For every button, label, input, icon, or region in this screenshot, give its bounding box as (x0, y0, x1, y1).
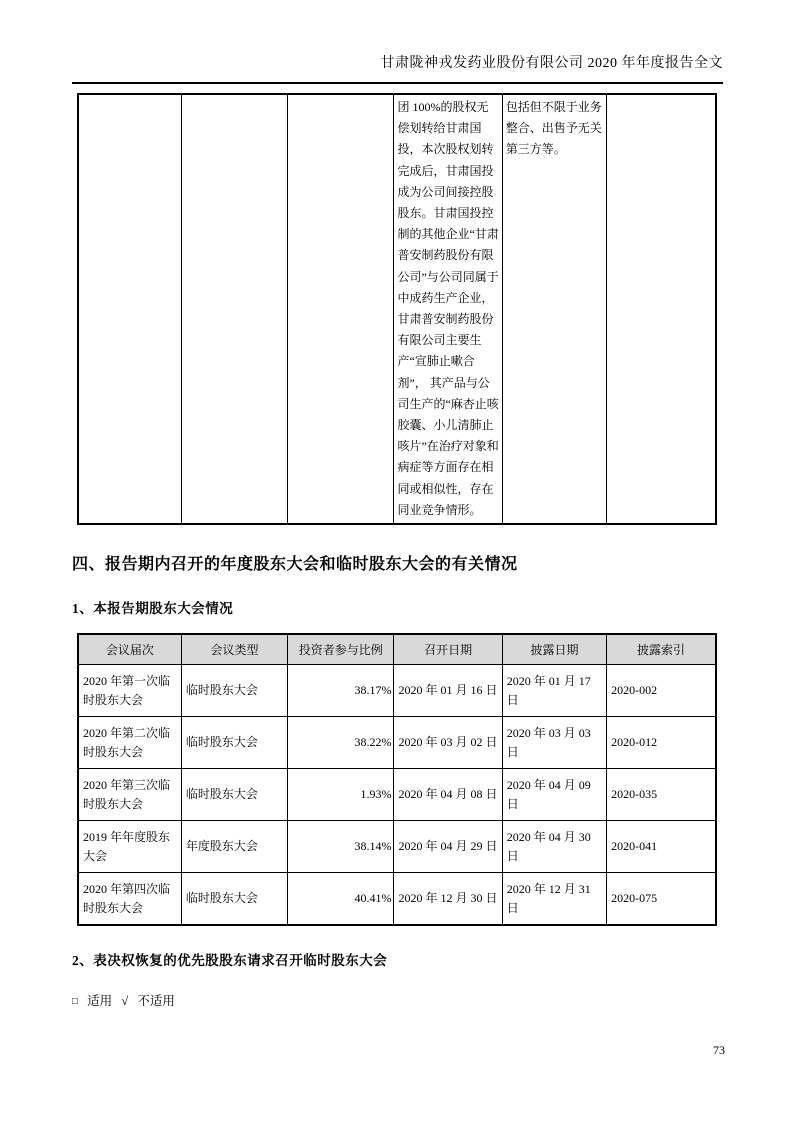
cell-session: 2020 年第三次临时股东大会 (78, 769, 181, 821)
cont-cell-3 (288, 94, 394, 524)
cell-disclosure-date: 2020 年 04 月 30 日 (502, 821, 606, 873)
checkbox-empty-icon: □ (72, 996, 79, 1008)
cell-disclosure-date: 2020 年 12 月 31 日 (502, 873, 606, 926)
table-row (78, 665, 716, 717)
table-row (78, 769, 716, 821)
col-header-ratio: 投资者参与比例 (288, 634, 394, 665)
cell-index: 2020-002 (607, 665, 716, 717)
cell-held-date: 2020 年 04 月 08 日 (394, 769, 502, 821)
cell-disclosure-date: 2020 年 04 月 09 日 (502, 769, 606, 821)
cell-held-date: 2020 年 03 月 02 日 (394, 717, 502, 769)
cell-held-date: 2020 年 04 月 29 日 (394, 821, 502, 873)
cell-held-date: 2020 年 12 月 30 日 (394, 873, 502, 926)
col-header-disclosure-date: 披露日期 (502, 634, 606, 665)
cont-cell-2 (181, 94, 287, 524)
cont-cell-resolution-measures: 包括但不限于业务整合、出售予无关第三方等。 (502, 94, 606, 524)
cell-index: 2020-012 (607, 717, 716, 769)
cell-type: 临时股东大会 (181, 769, 287, 821)
col-header-type: 会议类型 (181, 634, 287, 665)
col-header-held-date: 召开日期 (394, 634, 502, 665)
applicable-label: 适用 (87, 994, 113, 1009)
shareholder-meetings-table (77, 633, 717, 926)
checkmark-icon: √ (121, 994, 129, 1009)
cell-type: 临时股东大会 (181, 665, 287, 717)
section-4-heading: 四、报告期内召开的年度股东大会和临时股东大会的有关情况 (72, 556, 518, 574)
cell-ratio: 1.93% (288, 769, 394, 821)
cell-index: 2020-041 (607, 821, 716, 873)
cell-ratio: 38.22% (288, 717, 394, 769)
table-row (78, 717, 716, 769)
not-applicable-label: 不适用 (137, 994, 175, 1009)
cell-ratio: 38.14% (288, 821, 394, 873)
cell-session: 2020 年第四次临时股东大会 (78, 873, 181, 926)
table-row (78, 821, 716, 873)
cell-index: 2020-035 (607, 769, 716, 821)
competition-continuation-table (77, 93, 717, 525)
cell-disclosure-date: 2020 年 01 月 17 日 (502, 665, 606, 717)
header-title: 甘肃陇神戎发药业股份有限公司 2020 年年度报告全文 (380, 56, 723, 71)
col-header-session: 会议届次 (78, 634, 181, 665)
cont-cell-competition-detail: 团 100%的股权无偿划转给甘肃国投，本次股权划转完成后，甘肃国投成为公司间接控股股东。甘肃国投控制的其他企业“甘肃普安制药股份有限公司”与公司同属于中成药生产企业，甘肃普安制药股份有限公司主要生产“宣肺止嗽合剂”， 其产品与公司生产的“麻杏止咳胶囊、小儿清肺止咳片”在治疗对象和病症等方面存在相同或相似性，存在同业竞争情形。 (394, 94, 502, 524)
table-row (78, 94, 716, 524)
applicability-line (72, 991, 723, 1009)
cell-held-date: 2020 年 01 月 16 日 (394, 665, 502, 717)
cell-disclosure-date: 2020 年 03 月 03 日 (502, 717, 606, 769)
cell-type: 临时股东大会 (181, 873, 287, 926)
cell-index: 2020-075 (607, 873, 716, 926)
subsection-1-heading: 1、本报告期股东大会情况 (72, 601, 234, 617)
table-header-row (78, 634, 716, 665)
cell-ratio: 38.17% (288, 665, 394, 717)
subsection-2-heading: 2、表决权恢复的优先股股东请求召开临时股东大会 (72, 953, 388, 969)
page-number: 73 (713, 1043, 725, 1057)
cell-session: 2020 年第二次临时股东大会 (78, 717, 181, 769)
cell-session: 2020 年第一次临时股东大会 (78, 665, 181, 717)
cell-ratio: 40.41% (288, 873, 394, 926)
col-header-index: 披露索引 (607, 634, 716, 665)
page-header (72, 52, 723, 84)
table-row (78, 873, 716, 926)
cell-session: 2019 年年度股东大会 (78, 821, 181, 873)
cont-cell-6 (607, 94, 716, 524)
cell-type: 年度股东大会 (181, 821, 287, 873)
cell-type: 临时股东大会 (181, 717, 287, 769)
cont-cell-1 (78, 94, 181, 524)
